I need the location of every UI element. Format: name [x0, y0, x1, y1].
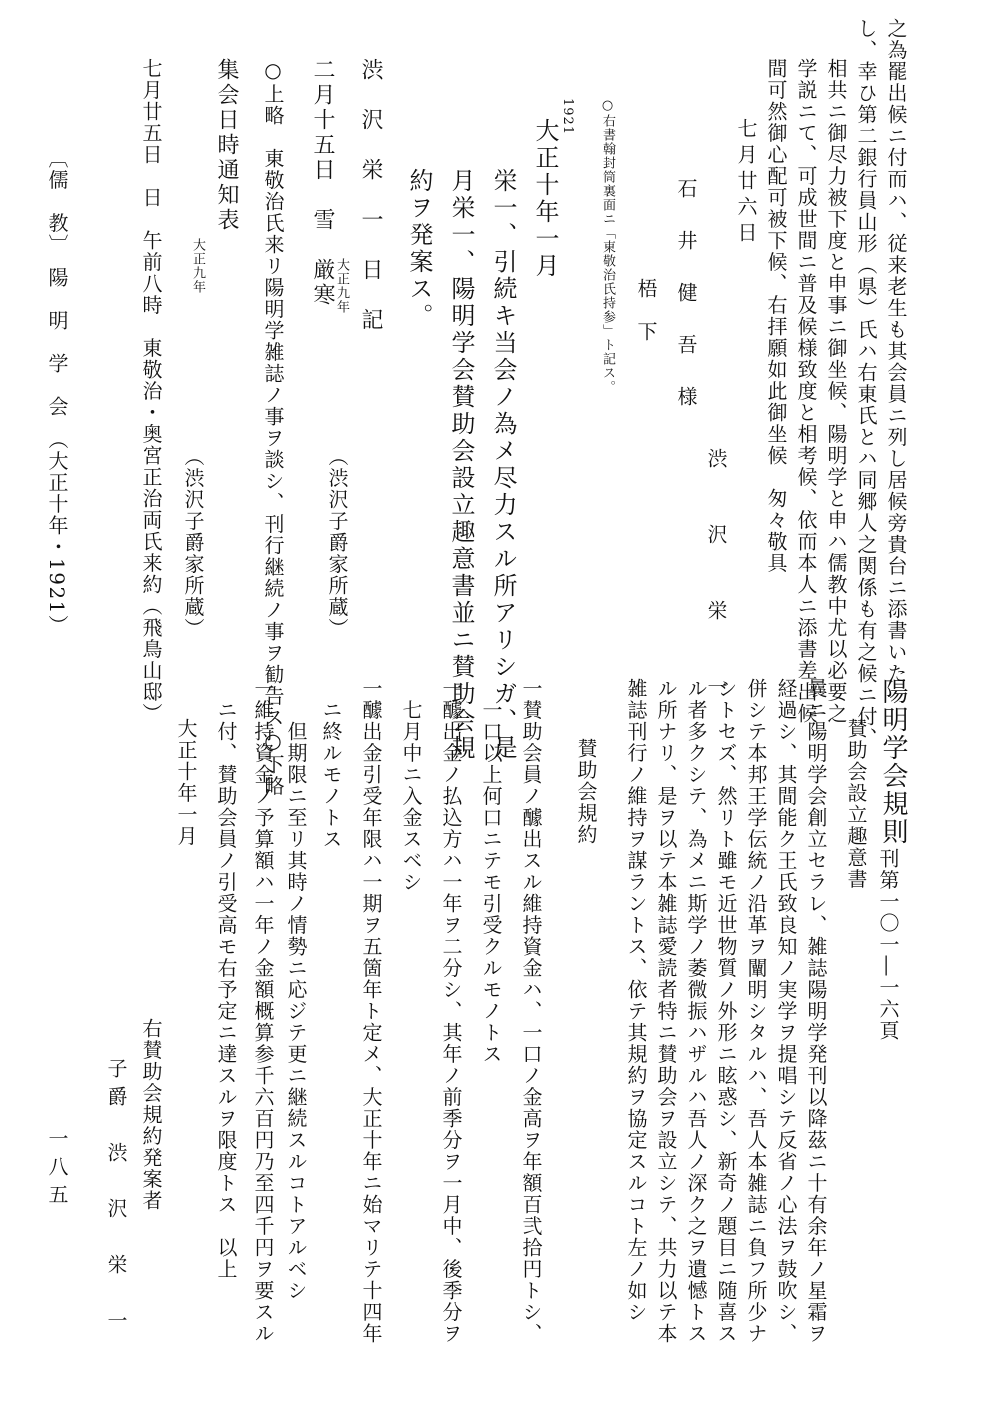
- rules-title: 陽明学会規則: [878, 678, 908, 846]
- diary-date: 二月十五日 雪 厳寒: [310, 58, 335, 308]
- letter-honorific: 梧 下: [634, 278, 658, 343]
- prospectus-line-2: 経過シ、其間能ク王氏致良知ノ実学ヲ提唱シテ反省ノ心法ヲ鼓吹シ、: [774, 678, 798, 1345]
- letter-line-5: 間可然御心配可被下候、右拝願如此御坐候 匆々敬具: [764, 58, 788, 574]
- schedule-year: 大正九年: [190, 238, 205, 294]
- diary-source: （渋沢子爵家所蔵）: [325, 446, 349, 640]
- rule-line-7: 但期限ニ至リ其時ノ情勢ニ応ジテ更ニ継続スルコトアルベシ: [284, 678, 308, 1302]
- running-head: 〔儒 教〕 陽 明 学 会 （大正十年・1921）: [45, 148, 69, 637]
- year-heading: 大正十年一月: [531, 118, 559, 280]
- page-number: 一八五: [45, 1128, 69, 1212]
- year-western: 1921: [560, 98, 575, 136]
- rules-subtitle: 賛助会規約: [574, 738, 598, 846]
- prospectus-line-6: ル所ナリ、是ヲ以テ本雑誌愛読者特ニ賛助会ヲ設立シテ、共力以テ本: [654, 678, 678, 1345]
- schedule-entry: 七月廿五日 日 午前八時 東敬治・奥宮正治両氏来約（飛鳥山邸）: [139, 58, 163, 725]
- rule-line-4: 七月中ニ入金スベシ: [399, 678, 423, 893]
- rule-line-3: 一醵出金ノ払込方ハ一年ヲ二分シ、其年ノ前季分ヲ一月中、後季分ヲ: [439, 678, 463, 1345]
- schedule-title: 集会日時通知表: [214, 58, 239, 233]
- letter-signature: 渋 沢 栄 一: [704, 448, 728, 714]
- proposer-name: 子爵 渋 沢 栄 一: [104, 1058, 128, 1338]
- schedule-source: （渋沢子爵家所蔵）: [181, 446, 205, 640]
- letter-note: ○右書翰封筒裏面ニ「東敬治氏持参」ト記ス。: [600, 98, 615, 394]
- rules-date: 大正十年一月: [174, 718, 198, 847]
- diary-year: 大正九年: [334, 258, 349, 314]
- letter-line-3: 相共ニ御尽力被下度と申事ニ御坐候、陽明学と申ハ儒教中尤以必要之: [824, 58, 848, 725]
- entry-line-2: 月栄一、陽明学会賛助会設立趣意書並ニ賛助会規: [447, 168, 475, 762]
- letter-addressee: 石 井 健 吾 様: [674, 178, 698, 412]
- letter-date: 七月廿六日: [734, 118, 758, 248]
- rule-line-8: 一維持資金ノ予算額ハ一年ノ金額概算参千六百円乃至四千円ヲ要スル: [251, 678, 275, 1345]
- letter-line-2: し、幸ひ第二銀行員山形（県）氏ハ右東氏とハ同郷人之関係も有之候ニ付、: [854, 18, 878, 749]
- diary-entry: ○上略 東敬治氏来リ陽明学雑誌ノ事ヲ談シ、刊行継続ノ事ヲ勧告ス○下略: [261, 58, 285, 797]
- diary-title: 渋 沢 栄 一 日 記: [358, 58, 383, 333]
- prospectus-line-5: ル者多クシテ、為メニ斯学ノ萎微振ハザルハ吾人ノ深ク之ヲ遺憾トス: [684, 678, 708, 1345]
- letter-line-1: 之為罷出候ニ付而ハ、従来老生も其会員ニ列し居候旁貴台ニ添書いた: [884, 18, 908, 685]
- rule-line-9: ニ付、賛助会員ノ引受高モ右予定ニ達スルヲ限度トス 以上: [214, 678, 238, 1280]
- entry-line-3: 約ヲ発案ス。: [405, 168, 433, 330]
- rule-line-5: 一醵出金引受年限ハ一期ヲ五箇年ト定メ、大正十年ニ始マリテ十四年: [359, 678, 383, 1345]
- entry-line-1: 栄一、引続キ当会ノ為メ尽力スル所アリシガ、是: [489, 168, 517, 762]
- rules-title-ref: 刊第一〇一―一六頁: [876, 848, 900, 1042]
- rule-line-6: ニ終ルモノトス: [319, 678, 343, 850]
- prospectus-title: 賛助会設立趣意書: [844, 718, 868, 890]
- rule-line-1: 一賛助会員ノ醵出スル維持資金ハ、一口ノ金高ヲ年額百弐拾円トシ、: [519, 678, 543, 1345]
- prospectus-line-3: 併シテ本邦王学伝統ノ沿革ヲ闡明シタルハ、吾人本雑誌ニ負フ所少ナ: [744, 678, 768, 1345]
- prospectus-line-1: 曩ニ陽明学会創立セラレ、雑誌陽明学発刊以降茲ニ十有余年ノ星霜ヲ: [804, 678, 828, 1345]
- prospectus-line-4: シトセズ、然リト雖モ近世物質ノ外形ニ眩惑シ、新奇ノ題目ニ随喜ス: [714, 678, 738, 1345]
- letter-line-4: 学説ニて、可成世間ニ普及候様致度と相考候、依而本人ニ添書差出候: [794, 58, 818, 725]
- proposer-label: 右賛助会規約発案者: [139, 1018, 163, 1212]
- rule-line-2: 一口以上何口ニテモ引受クルモノトス: [479, 678, 503, 1065]
- prospectus-line-7: 雑誌刊行ノ維持ヲ謀ラントス、依テ其規約ヲ協定スルコト左ノ如シ: [624, 678, 648, 1323]
